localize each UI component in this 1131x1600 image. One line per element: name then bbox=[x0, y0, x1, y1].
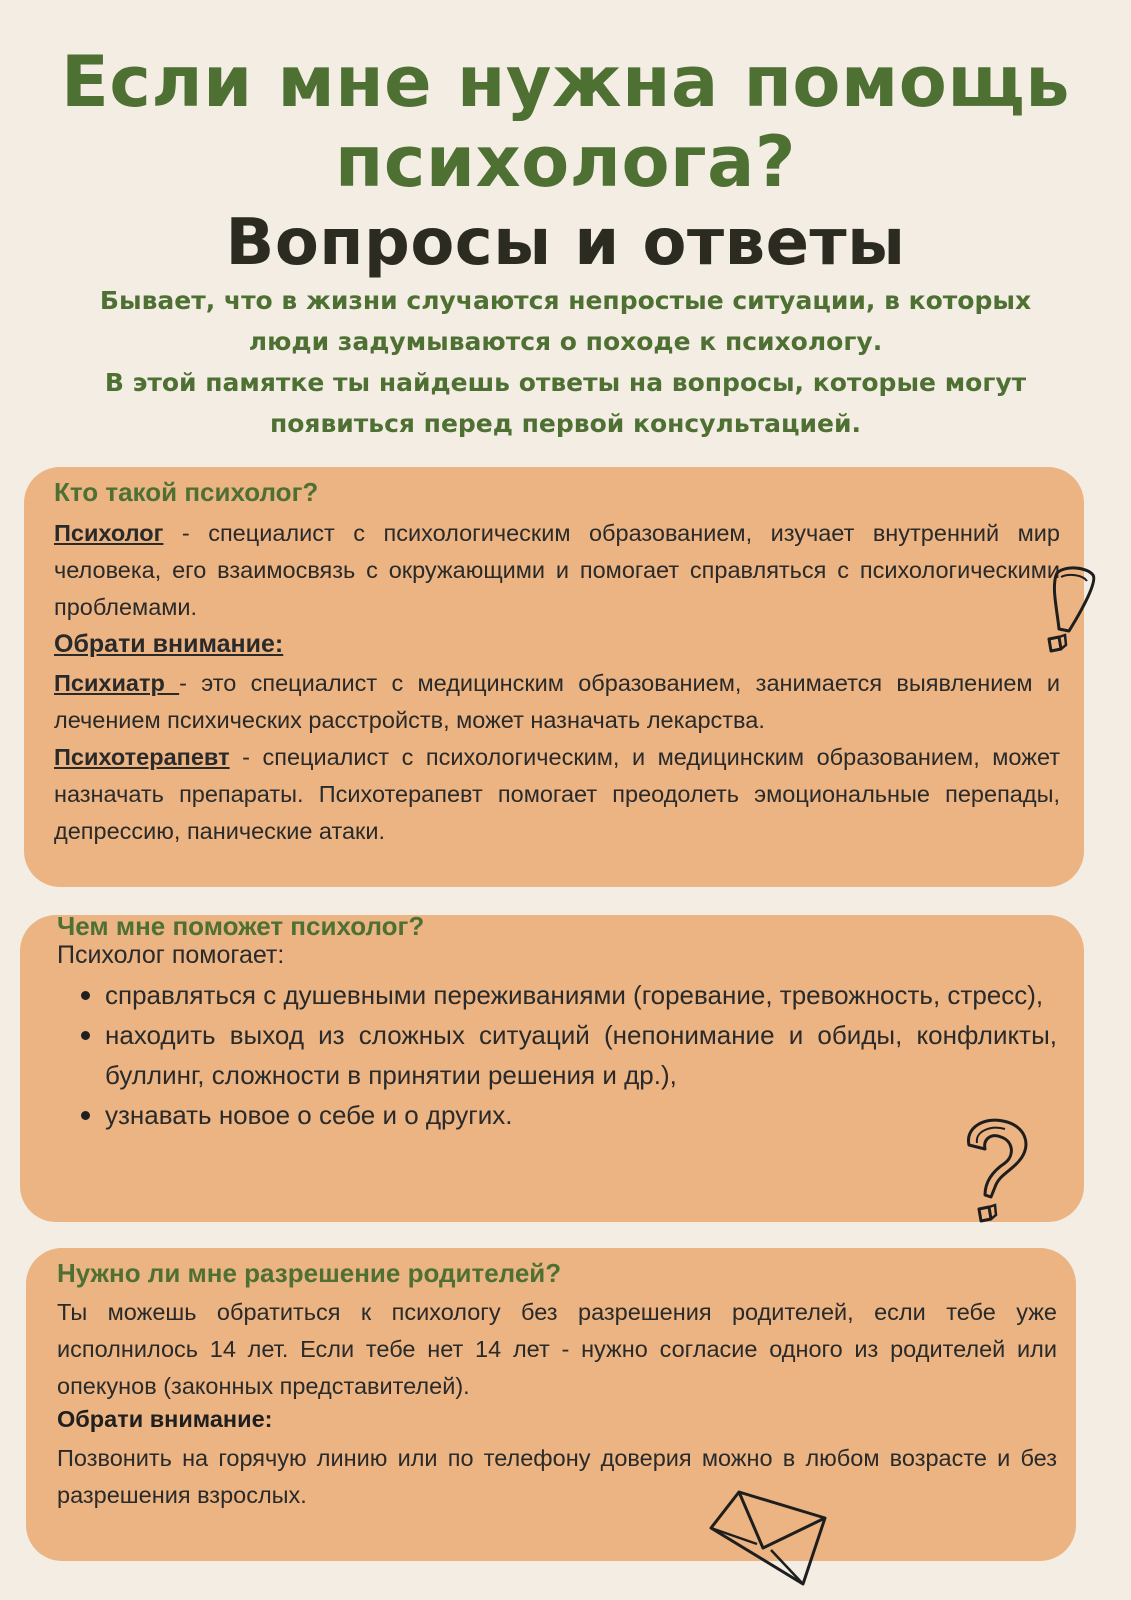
psychologist-text: - специалист с психологическим образованием, изучает внутренний мир человека, его взаимосвязь с окружающими и помогает справляться с психологическими проблемами. bbox=[54, 520, 1060, 620]
permission-text: Ты можешь обратиться к психологу без разрешения родителей, если тебе уже исполнилось 14 лет. Если тебе нет 14 лет - нужно согласие одного из родителей или опекунов (законных представителей). bbox=[57, 1299, 1057, 1399]
note-label: Обрати внимание: bbox=[54, 630, 284, 658]
list-item bbox=[57, 1015, 1057, 1095]
page-title-line1: Если мне нужна помощь bbox=[61, 41, 1070, 123]
note-text: Позвонить на горячую линию или по телефону доверия можно в любом возрасте и без разрешения взрослых. bbox=[57, 1445, 1057, 1508]
list-item-text: узнавать новое о себе и о других. bbox=[105, 1100, 513, 1130]
intro-line: появиться перед первой консультацией. bbox=[269, 409, 862, 438]
card-question: Кто такой психолог? bbox=[54, 477, 319, 507]
psychiatrist-term: Психиатр bbox=[54, 670, 180, 696]
psychiatrist-definition bbox=[54, 665, 1060, 739]
bullet-icon bbox=[81, 991, 90, 1000]
envelope-icon bbox=[705, 1488, 830, 1590]
exclamation-icon bbox=[1035, 565, 1105, 665]
page-title-line2: психолога? bbox=[335, 121, 796, 203]
psychiatrist-text: - это специалист с медицинским образованием, занимается выявлением и лечением психических расстройств, может назначать лекарства. bbox=[54, 670, 1060, 733]
help-list bbox=[57, 975, 1057, 1135]
intro-line: Бывает, что в жизни случаются непростые ситуации, в которых bbox=[99, 286, 1032, 315]
page-subtitle: Вопросы и ответы bbox=[225, 206, 906, 280]
intro-line: люди задумываются о походе к психологу. bbox=[248, 327, 883, 356]
psychotherapist-definition bbox=[54, 739, 1060, 850]
intro-line: В этой памятке ты найдешь ответы на вопросы, которые могут bbox=[104, 368, 1027, 397]
list-item bbox=[57, 1095, 1057, 1135]
card-lead: Психолог помогает: bbox=[57, 941, 285, 969]
list-item-text: справляться с душевными переживаниями (горевание, тревожность, стресс), bbox=[105, 980, 1044, 1010]
question-mark-icon bbox=[955, 1115, 1045, 1235]
note-label: Обрати внимание: bbox=[57, 1406, 273, 1432]
psychologist-definition bbox=[54, 515, 1060, 626]
list-item bbox=[57, 975, 1057, 1015]
card-question: Чем мне поможет психолог? bbox=[57, 911, 425, 941]
card-parental-permission bbox=[26, 1248, 1076, 1561]
list-item-text: находить выход из сложных ситуаций (непонимание и обиды, конфликты, буллинг, сложности в принятии решения и др.), bbox=[105, 1020, 1057, 1090]
bullet-icon bbox=[81, 1031, 90, 1040]
card-who-is-psychologist bbox=[24, 467, 1084, 887]
psychologist-term: Психолог bbox=[54, 520, 164, 546]
card-question: Нужно ли мне разрешение родителей? bbox=[57, 1258, 562, 1288]
psychotherapist-text: - специалист с психологическим, и медицинским образованием, может назначать препараты. Психотерапевт помогает преодолеть эмоциональные перепады, депрессию, панические атаки. bbox=[54, 744, 1060, 844]
psychotherapist-term: Психотерапевт bbox=[54, 744, 230, 770]
bullet-icon bbox=[81, 1111, 90, 1120]
card-how-psychologist-helps bbox=[20, 911, 1084, 1222]
